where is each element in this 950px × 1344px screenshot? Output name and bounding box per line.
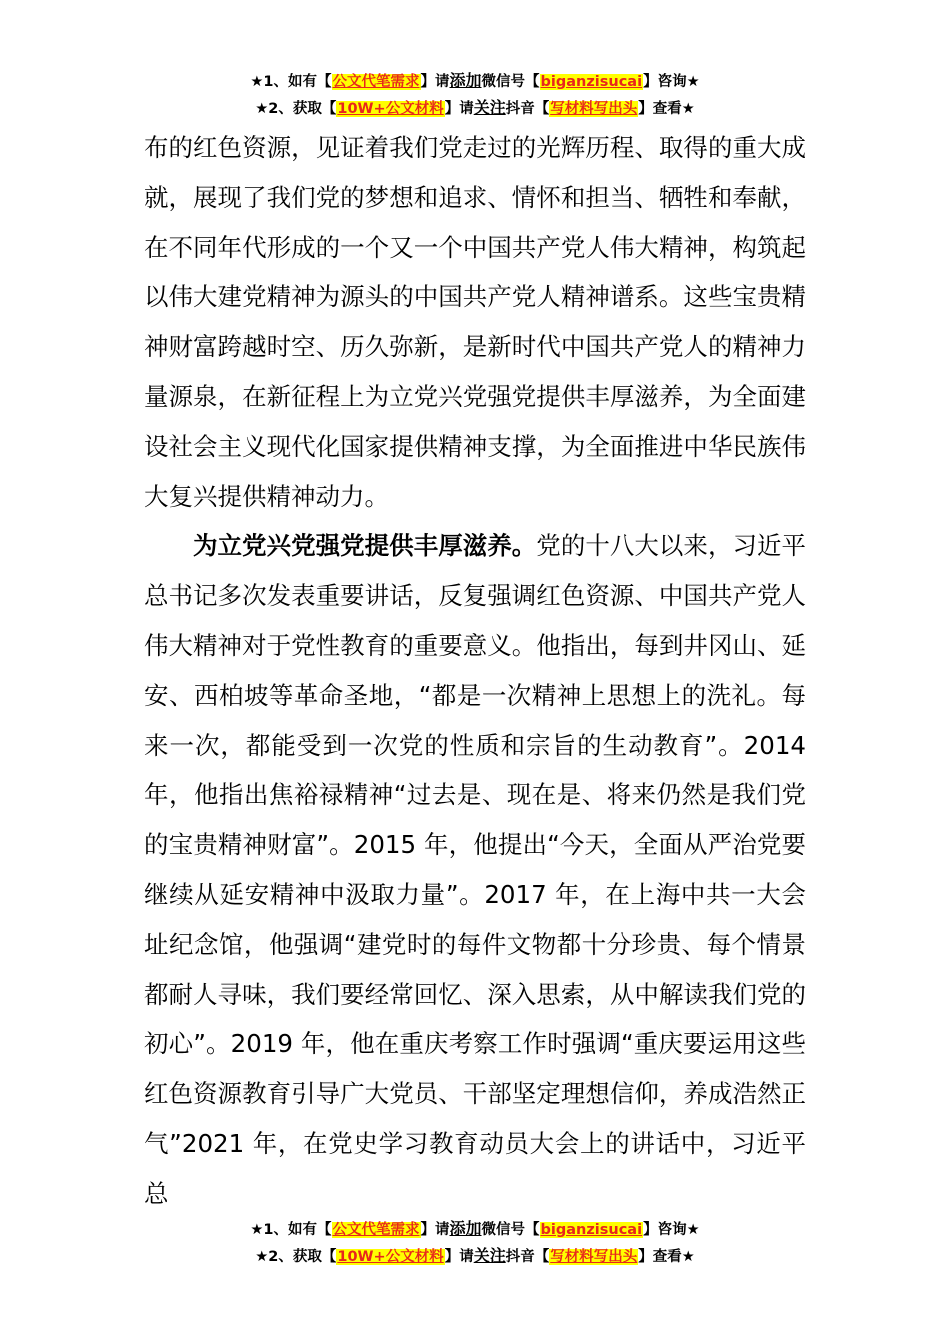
- promo-text: ★1、如有【: [250, 1222, 332, 1238]
- wechat-id-highlight: biganzisucai: [540, 1222, 643, 1238]
- douyin-id-highlight: 写材料写出头: [550, 101, 638, 117]
- promo-text: 】查看★: [638, 101, 695, 117]
- promo-line-2: [0, 1243, 950, 1270]
- promo-text: 】查看★: [638, 1249, 695, 1265]
- promo-text: 】请: [444, 1249, 474, 1265]
- promo-text: 】咨询★: [643, 74, 700, 90]
- promo-text: 】请: [420, 1222, 450, 1238]
- promo-line-1: [0, 68, 950, 95]
- promo-underline: 添加: [449, 71, 482, 90]
- promo-line-2: [0, 95, 950, 122]
- wechat-id-highlight: biganzisucai: [540, 74, 643, 90]
- promo-underline: 添加: [449, 1219, 482, 1238]
- promo-text: ★2、获取【: [255, 101, 337, 117]
- promo-highlight: 10W+公文材料: [337, 1249, 444, 1265]
- promo-text: 微信号【: [481, 1222, 540, 1238]
- document-body: [144, 123, 806, 1219]
- body-paragraph-1: 布的红色资源，见证着我们党走过的光辉历程、取得的重大成就，展现了我们党的梦想和追求、情怀和担当、牺牲和奉献，在不同年代形成的一个又一个中国共产党人伟大精神，构筑起以伟大建党精神为源头的中国共产党人精神谱系。这些宝贵精神财富跨越时空、历久弥新，是新时代中国共产党人的精神力量源泉，在新征程上为立党兴党强党提供丰厚滋养，为全面建设社会主义现代化国家提供精神支撑，为全面推进中华民族伟大复兴提供精神动力。: [144, 133, 806, 511]
- promo-underline: 关注: [473, 98, 506, 117]
- promo-text: 】咨询★: [643, 1222, 700, 1238]
- promo-text: 抖音【: [505, 101, 550, 117]
- promo-line-1: [0, 1216, 950, 1243]
- promo-text: ★2、获取【: [255, 1249, 337, 1265]
- promo-highlight: 公文代笔需求: [332, 1222, 420, 1238]
- paragraph-lead-heading: 为立党兴党强党提供丰厚滋养。: [193, 531, 537, 561]
- douyin-id-highlight: 写材料写出头: [550, 1249, 638, 1265]
- body-paragraph-2: [144, 521, 806, 1218]
- promo-banner-bottom: [0, 1216, 950, 1270]
- promo-banner-top: [0, 68, 950, 122]
- promo-text: 】请: [420, 74, 450, 90]
- promo-text: 抖音【: [505, 1249, 550, 1265]
- promo-text: 】请: [444, 101, 474, 117]
- promo-text: ★1、如有【: [250, 74, 332, 90]
- promo-text: 微信号【: [481, 74, 540, 90]
- promo-highlight: 10W+公文材料: [337, 101, 444, 117]
- promo-highlight: 公文代笔需求: [332, 74, 420, 90]
- paragraph-text: 党的十八大以来，习近平总书记多次发表重要讲话，反复强调红色资源、中国共产党人伟大精神对于党性教育的重要意义。他指出，每到井冈山、延安、西柏坡等革命圣地，“都是一次精神上思想上的洗礼。每来一次，都能受到一次党的性质和宗旨的生动教育”。2014 年，他指出焦裕禄精神“过去是、现在是、将来仍然是我们党的宝贵精神财富”。2015 年，他提出“今天，全面从严治党要继续从延安精神中汲取力量”。2017 年，在上海中共一大会址纪念馆，他强调“建党时的每件文物都十分珍贵、每个情景都耐人寻味，我们要经常回忆、深入思索，从中解读我们党的初心”。2019 年，他在重庆考察工作时强调“重庆要运用这些红色资源教育引导广大党员、干部坚定理想信仰，养成浩然正气”2021 年，在党史学习教育动员大会上的讲话中，习近平总: [144, 531, 807, 1208]
- promo-underline: 关注: [473, 1246, 506, 1265]
